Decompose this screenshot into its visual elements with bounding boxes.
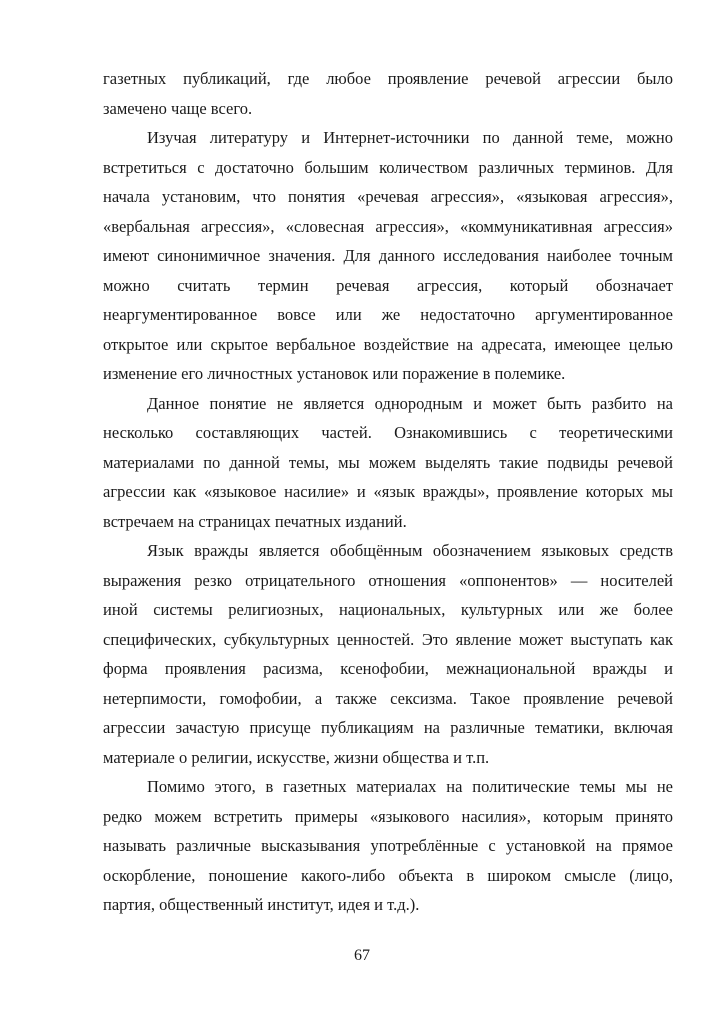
- text-line: агрессии как «языковое насилие» и «язык вражды», проявление которых мы: [103, 482, 673, 501]
- text-line: начала установим, что понятия «речевая агрессия», «языковая агрессия»,: [103, 187, 673, 206]
- text-line: Данное понятие не является однородным и может быть разбито на: [147, 393, 673, 413]
- text-line: партия, общественный институт, идея и т.д.).: [103, 895, 420, 914]
- text-line: изменение его личностных установок или поражение в полемике.: [103, 364, 566, 383]
- text-line: неаргументированное вовсе или же недостаточно аргументированное: [103, 305, 673, 324]
- text-line: нетерпимости, гомофобии, а также сексизма. Такое проявление речевой: [103, 688, 673, 708]
- text-line: форма проявления расизма, ксенофобии, межнациональной вражды и: [103, 659, 673, 678]
- text-line: газетных публикаций, где любое проявление речевой агрессии было: [103, 69, 673, 88]
- text-line: Изучая литературу и Интернет-источники по данной теме, можно: [147, 128, 673, 147]
- text-line: выражения резко отрицательного отношения «оппонентов» — носителей: [103, 570, 673, 590]
- text-line: оскорбление, поношение какого-либо объекта в широком смысле (лицо,: [103, 865, 673, 885]
- body-text: [103, 64, 673, 920]
- text-line: иной системы религиозных, национальных, культурных или же более: [103, 600, 673, 619]
- text-line: Помимо этого, в газетных материалах на политические темы мы не: [147, 777, 673, 796]
- text-line: редко можем встретить примеры «языкового насилия», которым принято: [103, 806, 673, 826]
- text-line: можно считать термин речевая агрессия, который обозначает: [103, 275, 673, 295]
- text-line: встретиться с достаточно большим количеством различных терминов. Для: [103, 157, 673, 177]
- text-line: «вербальная агрессия», «словесная агрессия», «коммуникативная агрессия»: [103, 216, 673, 236]
- text-line: называть различные высказывания употреблённые с установкой на прямое: [103, 836, 673, 855]
- text-line: несколько составляющих частей. Ознакомившись с теоретическими: [103, 423, 673, 442]
- text-line: материалами по данной темы, мы можем выделять такие подвиды речевой: [103, 452, 673, 472]
- text-line: открытое или скрытое вербальное воздействие на адресата, имеющее целью: [103, 334, 673, 354]
- text-line: замечено чаще всего.: [103, 98, 253, 118]
- text-line: имеют синонимичное значения. Для данного исследования наиболее точным: [103, 246, 673, 265]
- text-line: специфических, субкультурных ценностей. Это явление может выступать как: [103, 629, 673, 649]
- text-line: материале о религии, искусстве, жизни общества и т.п.: [103, 747, 490, 767]
- text-line: встречаем на страницах печатных изданий.: [103, 511, 407, 531]
- text-line: агрессии зачастую присуще публикациям на различные тематики, включая: [103, 718, 673, 737]
- page-number: 67: [354, 947, 370, 964]
- text-line: Язык вражды является обобщённым обозначением языковых средств: [147, 541, 673, 560]
